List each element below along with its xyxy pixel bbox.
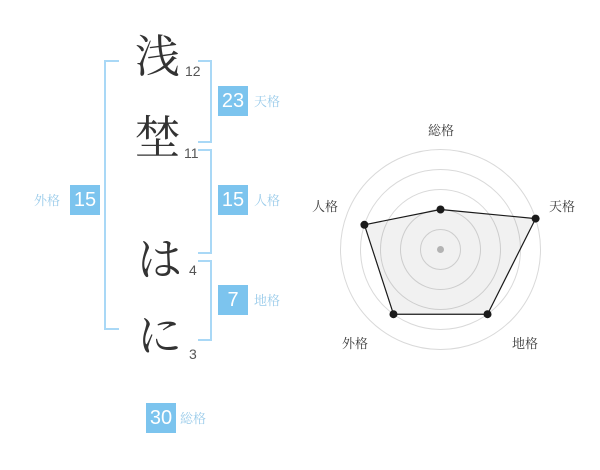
- chikaku-label: 地格: [254, 293, 281, 308]
- soukaku-label: 総格: [180, 411, 207, 426]
- tenkaku-bracket: [198, 60, 212, 143]
- soukaku-value-badge: 30: [146, 403, 176, 433]
- radar-axis-tenkaku: 天格: [548, 199, 575, 214]
- radar-point-総格: [437, 206, 445, 214]
- name-char-4: に: [137, 310, 183, 361]
- gaikaku-label: 外格: [34, 193, 61, 208]
- name-char-1: 浅: [135, 31, 181, 82]
- chikaku-value-badge: 7: [218, 285, 248, 315]
- name-char-3: は: [137, 234, 183, 285]
- stroke-count-2: 11: [184, 145, 199, 161]
- radar-axis-jinkaku: 人格: [311, 199, 338, 214]
- stroke-count-1: 12: [185, 63, 201, 79]
- stroke-count-3: 4: [189, 262, 197, 278]
- radar-axis-soukaku: 総格: [427, 123, 454, 138]
- gaikaku-bracket: [104, 60, 119, 330]
- stroke-count-4: 3: [189, 346, 197, 362]
- radar-point-天格: [532, 215, 540, 223]
- radar-point-外格: [389, 310, 397, 318]
- gaikaku-value-badge: 15: [70, 185, 100, 215]
- jinkaku-value-badge: 15: [218, 185, 248, 215]
- radar-point-人格: [360, 221, 368, 229]
- tenkaku-label: 天格: [254, 94, 281, 109]
- fortune-radar-chart: [295, 104, 586, 396]
- name-char-2: 埜: [135, 112, 181, 163]
- jinkaku-label: 人格: [254, 193, 281, 208]
- radar-point-地格: [484, 310, 492, 318]
- jinkaku-bracket: [198, 149, 212, 254]
- radar-axis-chikaku: 地格: [511, 336, 538, 351]
- chikaku-bracket: [198, 260, 212, 341]
- tenkaku-value-badge: 23: [218, 86, 248, 116]
- radar-axis-gaikaku: 外格: [341, 336, 368, 351]
